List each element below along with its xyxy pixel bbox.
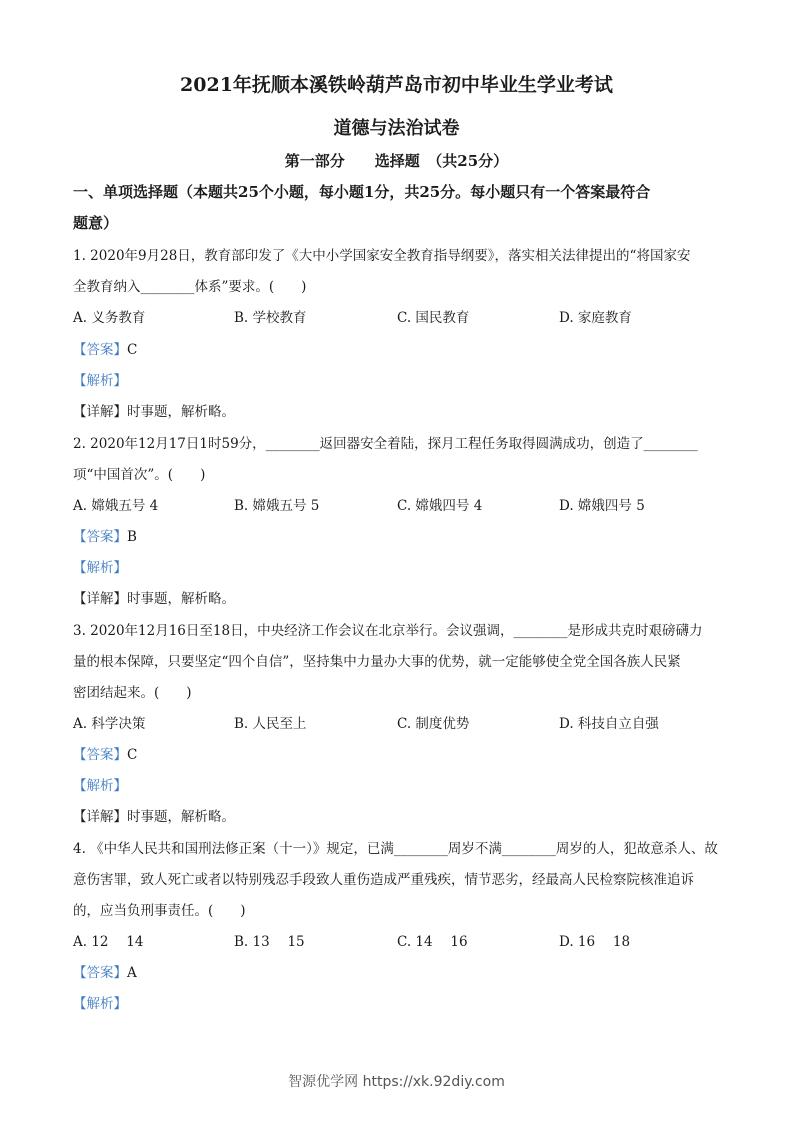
- answer-value: A: [127, 965, 137, 981]
- page-title: 2021年抚顺本溪铁岭葫芦岛市初中毕业生学业考试: [180, 74, 613, 96]
- question-4-line1: 4. 《中华人民共和国刑法修正案（十一）》规定，已满________周岁不满________周岁的人，犯故意杀人、故: [73, 841, 718, 857]
- question-2-line2: 项“中国首次”。( ): [73, 467, 206, 483]
- question-1-option-a: A. 义务教育: [73, 310, 146, 326]
- question-2-option-c: C. 嫦娥四号 4: [397, 498, 483, 514]
- answer-value: C: [127, 342, 138, 358]
- section-heading-line1: 一、单项选择题（本题共25个小题，每小题1分，共25分。每小题只有一个答案最符合: [73, 183, 651, 201]
- question-1-answer: [73, 338, 137, 358]
- page-subtitle: 道德与法治试卷: [333, 118, 460, 139]
- question-4-line2: 意伤害罪，致人死亡或者以特别残忍手段致人重伤造成严重残疾，情节恶劣，经最高人民检察院核准追诉: [73, 872, 694, 888]
- footer-watermark: 智源优学网 https://xk.92diy.com: [288, 1074, 505, 1090]
- question-4-option-b: B. 13 15: [234, 934, 305, 950]
- answer-label: 【答案】: [73, 965, 127, 981]
- question-1-option-b: B. 学校教育: [234, 310, 307, 326]
- question-1-line2: 全教育纳入________体系”要求。( ): [73, 279, 307, 295]
- question-4-line3: 的，应当负刑事责任。( ): [73, 903, 246, 919]
- answer-value: B: [127, 529, 137, 545]
- question-1-line1: 1. 2020年9月28日，教育部印发了《大中小学国家安全教育指导纲要》，落实相关法律提出的“将国家安: [73, 248, 691, 264]
- question-3-option-a: A. 科学决策: [73, 716, 146, 732]
- question-4-option-d: D. 16 18: [559, 934, 631, 950]
- question-3-option-b: B. 人民至上: [234, 716, 307, 732]
- question-2-option-d: D. 嫦娥四号 5: [559, 498, 645, 514]
- question-4-option-c: C. 14 16: [397, 934, 468, 950]
- answer-label: 【答案】: [73, 747, 127, 763]
- question-2-answer: [73, 525, 137, 545]
- answer-label: 【答案】: [73, 342, 127, 358]
- part-heading: 第一部分 选择题 （共25分）: [284, 152, 509, 170]
- section-heading-line2: 题意）: [73, 214, 119, 232]
- question-2-detail: 【详解】时事题，解析略。: [73, 591, 235, 607]
- question-3-line3: 密团结起来。( ): [73, 685, 192, 701]
- answer-value: C: [127, 747, 138, 763]
- question-3-option-d: D. 科技自立自强: [559, 716, 659, 732]
- question-4-analysis-label: 【解析】: [73, 996, 127, 1012]
- question-3-answer: [73, 743, 137, 763]
- answer-label: 【答案】: [73, 529, 127, 545]
- question-3-analysis-label: 【解析】: [73, 778, 127, 794]
- question-4-option-a: A. 12 14: [73, 934, 144, 950]
- question-3-option-c: C. 制度优势: [397, 716, 470, 732]
- question-4-answer: [73, 961, 137, 981]
- question-3-line1: 3. 2020年12月16日至18日，中央经济工作会议在北京举行。会议强调，________是形成共克时艰磅礴力: [73, 623, 703, 639]
- question-2-line1: 2. 2020年12月17日1时59分，________返回器安全着陆，探月工程任务取得圆满成功，创造了________: [73, 436, 698, 452]
- question-1-option-c: C. 国民教育: [397, 310, 470, 326]
- question-2-option-a: A. 嫦娥五号 4: [73, 498, 159, 514]
- question-2-option-b: B. 嫦娥五号 5: [234, 498, 320, 514]
- question-1-detail: 【详解】时事题，解析略。: [73, 404, 235, 420]
- question-3-detail: 【详解】时事题，解析略。: [73, 809, 235, 825]
- question-2-analysis-label: 【解析】: [73, 560, 127, 576]
- question-1-option-d: D. 家庭教育: [559, 310, 632, 326]
- question-3-line2: 量的根本保障，只要坚定“四个自信”，坚持集中力量办大事的优势，就一定能够使全党全国各族人民紧: [73, 654, 681, 670]
- question-1-analysis-label: 【解析】: [73, 373, 127, 389]
